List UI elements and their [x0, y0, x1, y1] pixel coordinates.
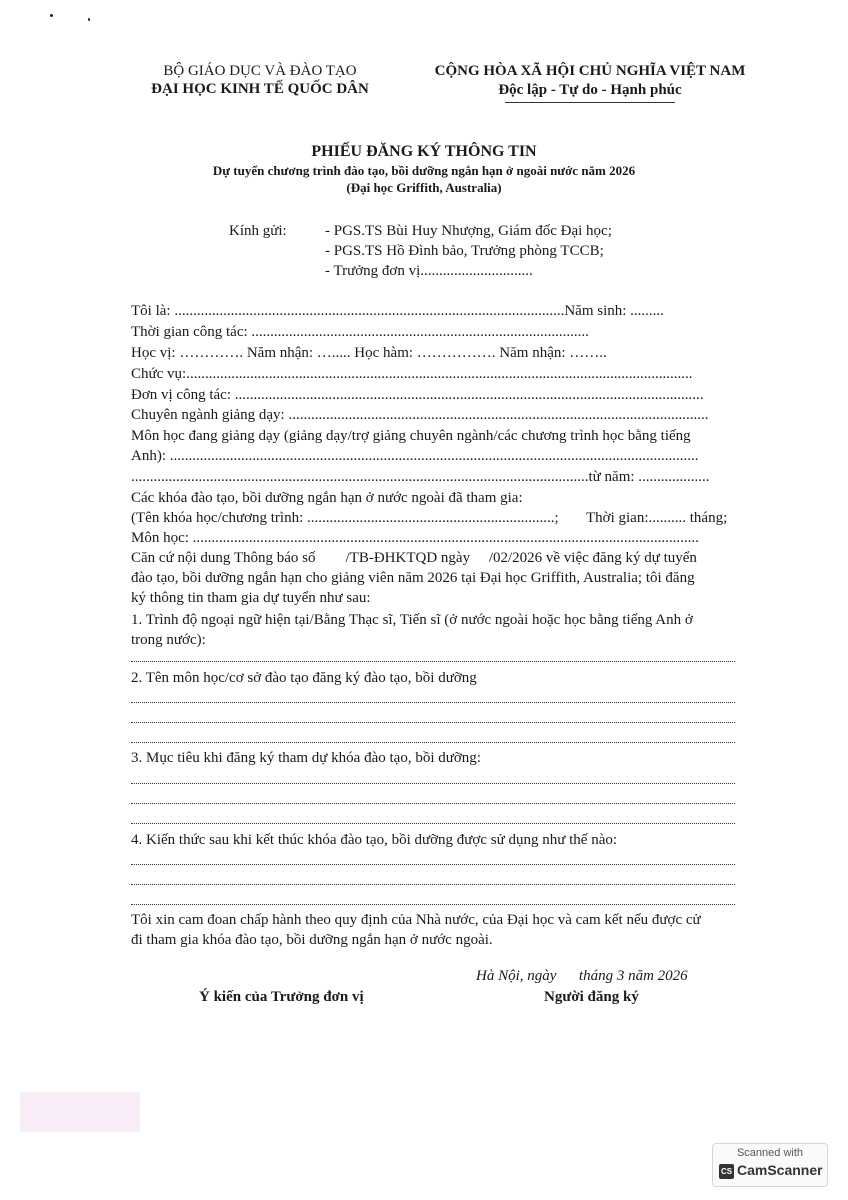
- courses-subject-field: Môn học: .......................................................................................................................................: [131, 530, 699, 546]
- subjects-field: Anh): .............................................................................................................................................: [131, 448, 699, 464]
- notice-text: ký thông tin tham gia dự tuyển như sau:: [131, 590, 371, 606]
- form-title: PHIẾU ĐĂNG KÝ THÔNG TIN: [311, 143, 537, 160]
- camscanner-brand: CamScanner: [737, 1162, 823, 1178]
- question-1-cont: trong nước):: [131, 632, 206, 648]
- answer-line[interactable]: [131, 742, 735, 743]
- answer-line[interactable]: [131, 722, 735, 723]
- scanned-with-label: Scanned with: [736, 1147, 804, 1159]
- question-4: 4. Kiến thức sau khi kết thúc khóa đào tạo, bồi dưỡng được sử dụng như thế nào:: [131, 832, 618, 848]
- name-field: Tôi là: ........................................................................................................Năm sinh: .........: [131, 303, 664, 319]
- national-motto: Độc lập - Tự do - Hạnh phúc: [498, 82, 682, 98]
- camscanner-badge: [712, 1143, 828, 1187]
- national-title: CỘNG HÒA XÃ HỘI CHỦ NGHĨA VIỆT NAM: [434, 63, 746, 79]
- subjects-label: Môn học đang giảng dạy (giảng dạy/trợ giảng chuyên ngành/các chương trình học bằng tiếng: [131, 428, 691, 444]
- major-field: Chuyên ngành giảng dạy: ................................................................................................................: [131, 407, 709, 423]
- camscanner-logo-icon: CS: [719, 1164, 734, 1179]
- scan-speck: [88, 18, 90, 21]
- courses-label: Các khóa đào tạo, bồi dưỡng ngắn hạn ở nước ngoài đã tham gia:: [131, 490, 523, 506]
- motto-underline: [505, 102, 675, 103]
- notice-text: đào tạo, bồi dưỡng ngắn hạn cho giảng viên năm 2026 tại Đại học Griffith, Australia; tôi đăng: [131, 570, 695, 586]
- work-time-field: Thời gian công tác: ..........................................................................................: [131, 324, 589, 340]
- answer-line[interactable]: [131, 803, 735, 804]
- unit-field: Đơn vị công tác: .............................................................................................................................: [131, 387, 704, 403]
- answer-line[interactable]: [131, 864, 735, 865]
- courses-time-field: Thời gian:.......... tháng;: [586, 510, 728, 526]
- addressee-line: - PGS.TS Bùi Huy Nhượng, Giám đốc Đại học;: [325, 223, 612, 239]
- position-field: Chức vụ:.......................................................................................................................................: [131, 366, 693, 382]
- courses-name-field: (Tên khóa học/chương trình: ..................................................................;: [131, 510, 559, 526]
- question-2: 2. Tên môn học/cơ sở đào tạo đăng ký đào tạo, bồi dưỡng: [131, 670, 477, 686]
- ministry-name: BỘ GIÁO DỤC VÀ ĐÀO TẠO: [163, 63, 357, 79]
- question-3: 3. Mục tiêu khi đăng ký tham dự khóa đào tạo, bồi dưỡng:: [131, 750, 481, 766]
- answer-line[interactable]: [131, 904, 735, 905]
- unit-head-opinion: Ý kiến của Trưởng đơn vị: [199, 989, 364, 1005]
- commitment-text: đi tham gia khóa đào tạo, bồi dưỡng ngắn hạn ở nước ngoài.: [131, 932, 493, 948]
- subjects-year-field: ..........................................................................................................................từ năm: ...................: [131, 469, 710, 485]
- answer-line[interactable]: [131, 783, 735, 784]
- answer-line[interactable]: [131, 884, 735, 885]
- university-name: ĐẠI HỌC KINH TẾ QUỐC DÂN: [151, 81, 369, 97]
- form-subtitle-2: (Đại học Griffith, Australia): [346, 180, 502, 195]
- answer-line[interactable]: [131, 702, 735, 703]
- registrant-label: Người đăng ký: [544, 989, 639, 1005]
- degree-field: Học vị: …………. Năm nhận: …..... Học hàm: ……………. Năm nhận: ……..: [131, 345, 607, 361]
- sign-date: Hà Nội, ngày tháng 3 năm 2026: [476, 968, 688, 984]
- addressee-line: - Trưởng đơn vị..............................: [325, 263, 533, 279]
- addressee-line: - PGS.TS Hồ Đình bảo, Trưởng phòng TCCB;: [325, 243, 604, 259]
- commitment-text: Tôi xin cam đoan chấp hành theo quy định của Nhà nước, của Đại học và cam kết nếu được cử: [131, 912, 701, 928]
- scan-speck: [50, 14, 53, 17]
- notice-text: Căn cứ nội dung Thông báo số /TB-ĐHKTQD ngày /02/2026 về việc đăng ký dự tuyển: [131, 550, 697, 566]
- answer-line[interactable]: [131, 661, 735, 662]
- addressee-label: Kính gửi:: [229, 223, 287, 239]
- form-subtitle: Dự tuyển chương trình đào tạo, bồi dưỡng ngắn hạn ở ngoài nước năm 2026: [212, 163, 636, 178]
- question-1: 1. Trình độ ngoại ngữ hiện tại/Bằng Thạc sĩ, Tiến sĩ (ở nước ngoài hoặc học bằng tiếng Anh ở: [131, 612, 693, 628]
- scan-tint: [20, 1092, 140, 1132]
- answer-line[interactable]: [131, 823, 735, 824]
